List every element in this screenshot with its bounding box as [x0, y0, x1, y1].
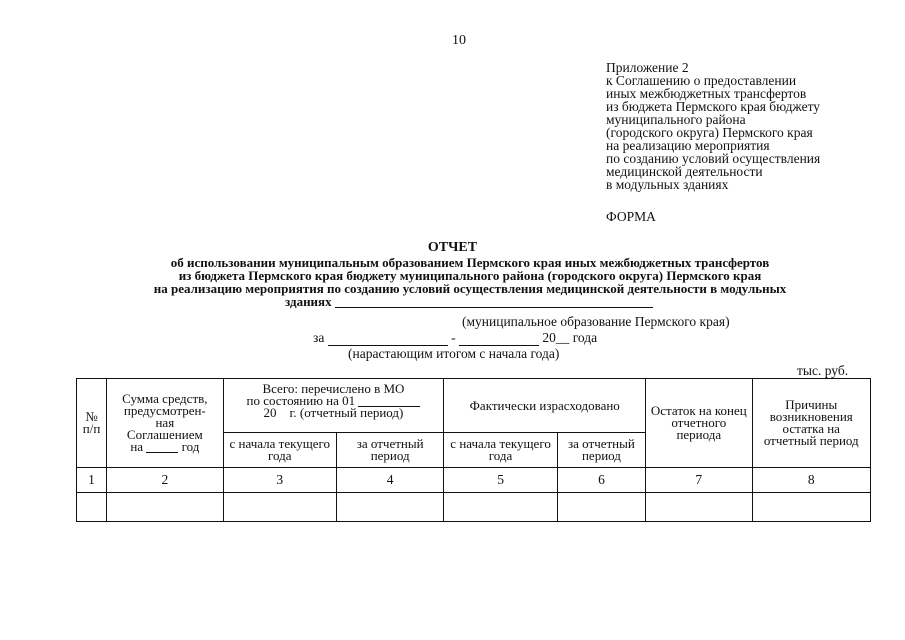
report-title: ОТЧЕТ — [427, 240, 478, 255]
period-line — [313, 330, 597, 346]
appendix-line: к Соглашению о предоставлении — [606, 73, 797, 88]
appendix-line: муниципального района — [606, 112, 746, 127]
appendix-line: по созданию условий осуществления — [606, 151, 821, 166]
report-heading-word: зданиях — [285, 294, 332, 309]
data-cell[interactable] — [557, 493, 645, 522]
period-year: 20__ года — [542, 330, 598, 345]
header-sum-line: предусмотрен- — [123, 403, 206, 418]
page-number: 10 — [452, 33, 466, 48]
header-sum-line: ная — [155, 415, 175, 430]
header-actual-for-period: за отчетный период — [557, 433, 645, 468]
report-heading-line-last — [100, 295, 840, 308]
appendix-line: Приложение 2 — [606, 60, 689, 75]
appendix-line: на реализацию мероприятия — [606, 138, 770, 153]
appendix-line: из бюджета Пермского края бюджету — [606, 99, 821, 114]
header-total-line: Всего: перечислено в МО — [262, 381, 405, 396]
header-sum-na: на — [130, 439, 144, 454]
period-dash: - — [451, 330, 456, 345]
appendix-line: медицинской деятельности — [606, 164, 763, 179]
report-heading — [100, 256, 840, 308]
form-label: ФОРМА — [606, 209, 656, 224]
header-total-year: 20 — [263, 405, 277, 420]
header-num: № п/п — [77, 379, 107, 468]
column-number: 6 — [557, 468, 645, 493]
data-cell[interactable] — [77, 493, 107, 522]
column-number: 4 — [336, 468, 443, 493]
header-actual-from-start: с начала текущего года — [444, 433, 557, 468]
data-cell[interactable] — [223, 493, 336, 522]
header-total-date: по состоянию на 01 — [246, 393, 356, 408]
appendix-line: иных межбюджетных трансфертов — [606, 86, 807, 101]
data-cell[interactable] — [752, 493, 871, 522]
header-total-from-start: с начала текущего года — [223, 433, 336, 468]
period-start-blank[interactable] — [328, 333, 448, 346]
report-heading-line: на реализацию мероприятия по созданию условий осуществления медицинской деятельности в модульных — [153, 281, 787, 296]
column-number: 5 — [444, 468, 557, 493]
data-cell[interactable] — [336, 493, 443, 522]
data-cell[interactable] — [646, 493, 752, 522]
appendix-line: (городского округа) Пермского края — [606, 125, 813, 140]
column-number: 7 — [646, 468, 752, 493]
column-number: 1 — [77, 468, 107, 493]
year-blank[interactable] — [146, 441, 178, 453]
column-number: 8 — [752, 468, 871, 493]
header-remainder: Остаток на конец отчетного периода — [646, 379, 752, 468]
header-total-period: г. (отчетный период) — [289, 405, 404, 420]
header-sum — [107, 379, 223, 468]
report-table — [76, 378, 871, 522]
data-cell[interactable] — [444, 493, 557, 522]
mo-name-blank[interactable] — [335, 295, 653, 308]
report-heading-line: об использовании муниципальным образованием Пермского края иных межбюджетных трансфертов — [170, 255, 770, 270]
header-total — [223, 379, 444, 433]
column-number: 2 — [107, 468, 223, 493]
header-total-line — [227, 407, 441, 419]
report-heading-line: из бюджета Пермского края бюджету муниципального района (городского округа) Пермского края — [178, 268, 762, 283]
header-total-for-period: за отчетный период — [336, 433, 443, 468]
header-sum-line: Сумма средств, — [122, 391, 208, 406]
table-row — [77, 493, 871, 522]
data-cell[interactable] — [107, 493, 223, 522]
header-reasons: Причины возникновения остатка на отчетный период — [752, 379, 871, 468]
appendix-line: в модульных зданиях — [606, 177, 729, 192]
header-sum-line — [110, 441, 219, 453]
mo-caption: (муниципальное образование Пермского края) — [462, 314, 730, 329]
header-actual: Фактически израсходовано — [444, 379, 646, 433]
header-sum-god: год — [181, 439, 200, 454]
column-number: 3 — [223, 468, 336, 493]
period-caption: (нарастающим итогом с начала года) — [348, 346, 560, 361]
appendix-block — [606, 61, 896, 191]
period-prefix: за — [313, 330, 325, 345]
header-sum-line: Соглашением — [126, 427, 203, 442]
units-label: тыс. руб. — [797, 363, 849, 378]
period-end-blank[interactable] — [459, 333, 539, 346]
